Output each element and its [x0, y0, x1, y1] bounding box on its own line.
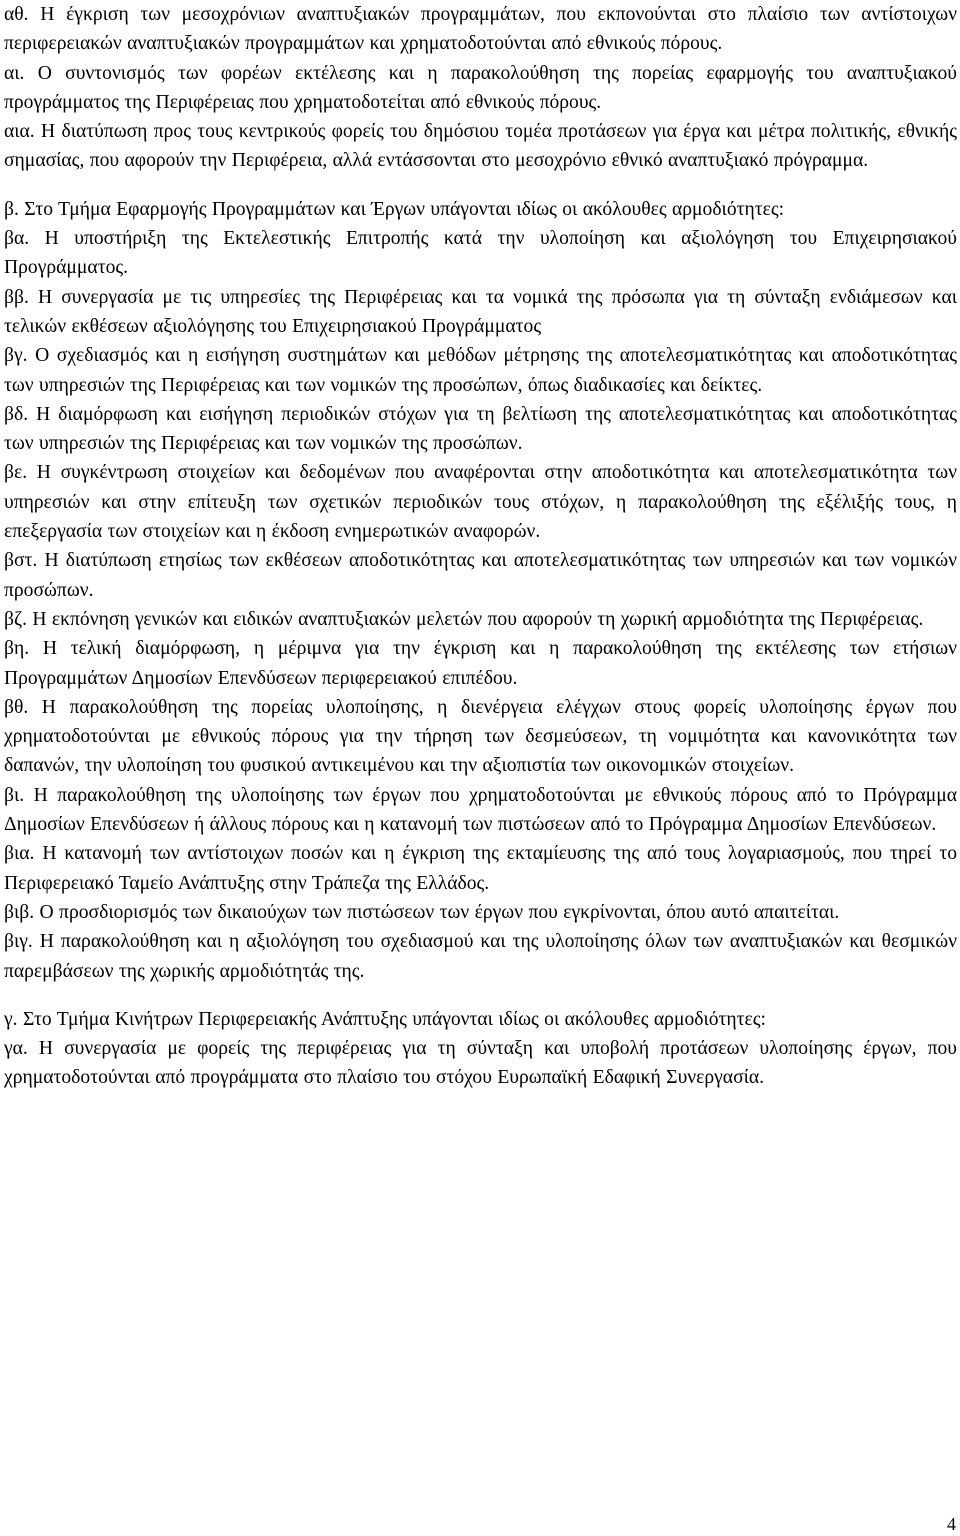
paragraph-ath: αθ. Η έγκριση των μεσοχρόνιων αναπτυξιακών προγραμμάτων, που εκπονούνται στο πλαίσιο των αντίστοιχων περιφερειακών αναπτυξιακών προγραμμάτων και χρηματοδοτούνται από εθνικούς πόρους.	[4, 4, 957, 55]
paragraph-bst: βστ. Η διατύπωση ετησίως των εκθέσεων αποδοτικότητας και αποτελεσματικότητας των υπηρεσιών και των νομικών προσώπων.	[4, 550, 957, 601]
paragraph-bz: βζ. Η εκπόνηση γενικών και ειδικών αναπτυξιακών μελετών που αφορούν τη χωρική αρμοδιότητα της Περιφέρειας.	[4, 608, 924, 630]
section-heading-g: γ. Στο Τμήμα Κινήτρων Περιφερειακής Ανάπτυξης υπάγονται ιδίως οι ακόλουθες αρμοδιότητες:	[4, 1008, 766, 1030]
page-number: 4	[947, 1514, 956, 1534]
paragraph-ba: βα. Η υποστήριξη της Εκτελεστικής Επιτροπής κατά την υλοποίηση και αξιολόγηση του Επιχειρησιακού Προγράμματος.	[4, 228, 957, 279]
paragraph-bi: βι. Η παρακολούθηση της υλοποίησης των έργων που χρηματοδοτούνται με εθνικούς πόρους από το Πρόγραμμα Δημοσίων Επενδύσεων ή άλλους πόρους και η κατανομή των πιστώσεων από το Πρόγραμμα Δημοσίων Επενδύσεων.	[4, 784, 957, 836]
paragraph-ga: γα. Η συνεργασία με φορείς της περιφέρειας για τη σύνταξη και υποβολή προτάσεων υλοποίησης έργων, που χρηματοδοτούνται από προγράμματα στο πλαίσιο του στόχου Ευρωπαϊκή Εδαφική Συνεργασία.	[4, 1038, 957, 1089]
paragraph-aia: αια. Η διατύπωση προς τους κεντρικούς φορείς του δημόσιου τομέα προτάσεων για έργα και μέτρα πολιτικής, εθνικής σημασίας, που αφορούν την Περιφέρεια, αλλά εντάσσονται στο μεσοχρόνιο εθνικό αναπτυξιακό πρόγραμμα.	[4, 121, 957, 172]
paragraph-bth: βθ. Η παρακολούθηση της πορείας υλοποίησης, η διενέργεια ελέγχων στους φορείς υλοποίησης έργων που χρηματοδοτούνται με εθνικούς πόρους για την τήρηση των δεσμεύσεων, τη νομιμότητα και κανονικότητα των δαπανών, την υλοποίηση του φυσικού αντικειμένου και την αξιοπιστία των οικονομικών στοιχείων.	[4, 696, 957, 777]
paragraph-be: βε. Η συγκέντρωση στοιχείων και δεδομένων που αναφέρονται στην αποδοτικότητα και αποτελεσματικότητα των υπηρεσιών και στην επίτευξη των σχετικών περιοδικών τους στόχων, η παρακολούθηση της εξέλιξής τους, η επεξεργασία των στοιχείων και η έκδοση ενημερωτικών αναφορών.	[4, 462, 957, 543]
paragraph-bh: βη. Η τελική διαμόρφωση, η μέριμνα για την έγκριση και η παρακολούθηση της εκτέλεσης των ετήσιων Προγραμμάτων Δημοσίων Επενδύσεων περιφερειακού επιπέδου.	[4, 638, 957, 689]
section-gap	[4, 176, 957, 195]
paragraph-big: βιγ. Η παρακολούθηση και η αξιολόγηση του σχεδιασμού και της υλοποίησης όλων των αναπτυξιακών και θεσμικών παρεμβάσεων της χωρικής αρμοδιότητάς της.	[4, 931, 957, 982]
paragraph-bb: ββ. Η συνεργασία με τις υπηρεσίες της Περιφέρειας και τα νομικά της πρόσωπα για τη σύνταξη ενδιάμεσων και τελικών εκθέσεων αξιολόγησης του Επιχειρησιακού Προγράμματος	[4, 286, 957, 337]
section-heading-b: β. Στο Τμήμα Εφαρμογής Προγραμμάτων και Έργων υπάγονται ιδίως οι ακόλουθες αρμοδιότητες:	[4, 198, 785, 220]
paragraph-bia: βια. Η κατανομή των αντίστοιχων ποσών και η έγκριση της εκταμίευσης της από τους λογαριασμούς, που τηρεί το Περιφερειακό Ταμείο Ανάπτυξης στην Τράπεζα της Ελλάδος.	[4, 843, 957, 894]
paragraph-bg: βγ. Ο σχεδιασμός και η εισήγηση συστημάτων και μεθόδων μέτρησης της αποτελεσματικότητας και αποδοτικότητας των υπηρεσιών της Περιφέρειας και των νομικών της προσώπων, όπως διαδικασίες και δείκτες.	[4, 345, 957, 396]
paragraph-bib: βιβ. Ο προσδιορισμός των δικαιούχων των πιστώσεων των έργων που εγκρίνονται, όπου αυτό απαιτείται.	[4, 901, 840, 923]
section-gap	[4, 986, 957, 1005]
paragraph-bd: βδ. Η διαμόρφωση και εισήγηση περιοδικών στόχων για τη βελτίωση της αποτελεσματικότητας και αποδοτικότητας των υπηρεσιών της Περιφέρειας και των νομικών της προσώπων.	[4, 403, 957, 455]
document-page	[4, 0, 957, 1093]
paragraph-ai: αι. Ο συντονισμός των φορέων εκτέλεσης και η παρακολούθηση της πορείας εφαρμογής του αναπτυξιακού προγράμματος της Περιφέρειας που χρηματοδοτείται από εθνικούς πόρους.	[4, 62, 957, 113]
